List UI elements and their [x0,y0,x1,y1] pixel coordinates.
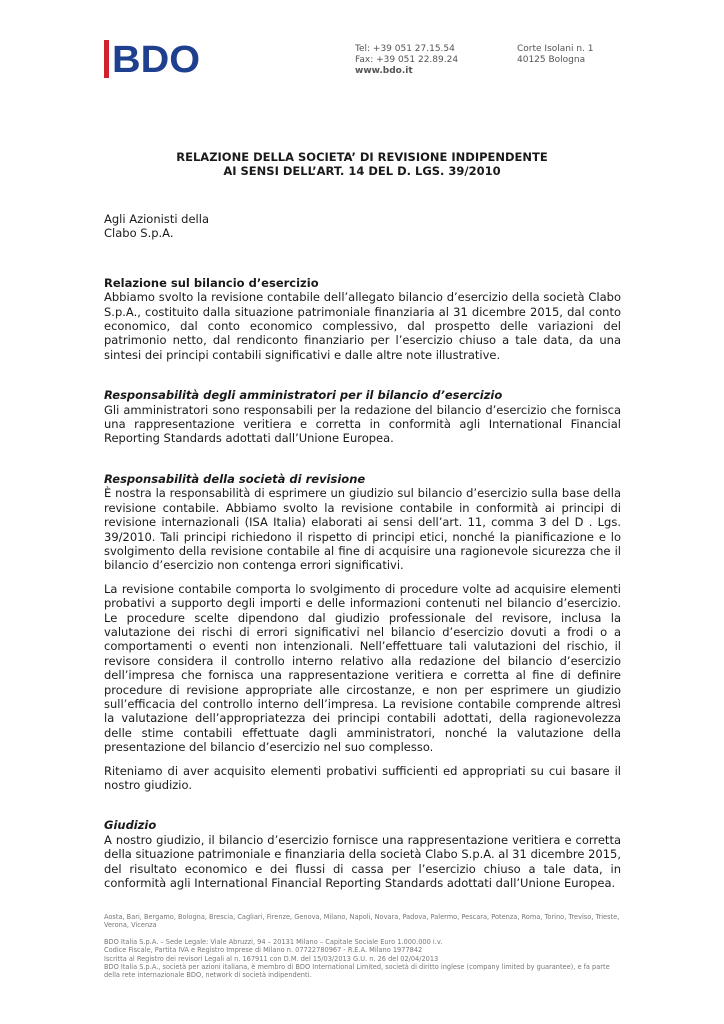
address-city: 40125 Bologna [517,55,586,65]
phone-number: Tel: +39 051 27.15.54 [355,44,455,54]
title-line-1: RELAZIONE DELLA SOCIETA’ DI REVISIONE INDIPENDENTE [176,150,548,164]
website-link[interactable]: www.bdo.it [355,66,413,76]
paragraph-directors-responsibility: Gli amministratori sono responsabili per la redazione del bilancio d’esercizio che fornisca una rappresentazione veritiera e corretta in conformità agli International Financial Reporting Standards adottati dall’Unione Europea. [104,402,621,446]
svg-text:BDO: BDO [112,39,200,80]
paragraph-auditor-responsibility-2: La revisione contabile comporta lo svolgimento di procedure volte ad acquisire elementi probativi a supporto degli importi e delle informazioni contenuti nel bilancio d’esercizio. Le procedure scelte dipendono dal giudizio professionale del revisore, inclusa la valutazione dei rischi di errori significativi nel bilancio d’esercizio dovuti a frodi o a comportamenti o eventi non intenzionali. Nell’effettuare tali valutazioni del rischio, il revisore considera il controllo interno relativo alla redazione del bilancio d’esercizio dell’impresa che fornisca una rappresentazione veritiera e corretta al fine di definire procedure di revisione appropriate alle circostanze, e non per esprimere un giudizio sull’efficacia del controllo interno dell’impresa. La revisione contabile comprende altresì la valutazione dell’appropriatezza dei principi contabili adottati, della ragionevolezza delle stime contabili effettuate dagli amministratori, nonché la valutazione della presentazione del bilancio d’esercizio nel suo complesso. [104,581,621,755]
footer-office-cities: Aosta, Bari, Bergamo, Bologna, Brescia, Cagliari, Firenze, Genova, Milano, Napoli, Novara, Padova, Palermo, Pescara, Potenza, Roma, Torino, Treviso, Trieste, Verona, Vicenza [104,913,620,930]
contact-phone-block [355,44,458,77]
section-heading-directors-responsibility: Responsabilità degli amministratori per il bilancio d’esercizio [104,388,503,403]
addressee-line-1: Agli Azionisti della [104,212,209,226]
document-body [104,212,621,890]
address-street: Corte Isolani n. 1 [517,44,594,54]
title-line-2: AI SENSI DELL’ART. 14 DEL D. LGS. 39/2010 [223,164,501,178]
footer-legal-line-2: Codice Fiscale, Partita IVA e Registro Imprese di Milano n. 07722780967 - R.E.A. Milano 1977842 [104,946,423,955]
footer-legal-line-3: Iscritta al Registro dei revisori Legali al n. 167911 con D.M. del 15/03/2013 G.U. n. 26 del 02/04/2013 [104,954,439,963]
paragraph-auditor-responsibility-3: Riteniamo di aver acquisito elementi probativi sufficienti ed appropriati su cui basare il nostro giudizio. [104,763,621,792]
footer-legal-line-4: BDO Italia S.p.A., società per azioni italiana, è membro di BDO International Limited, società di diritto inglese (company limited by guarantee), e fa parte della rete internazionale BDO, network di società indipendenti. [104,963,610,980]
fax-number: Fax: +39 051 22.89.24 [355,55,459,65]
section-heading-auditor-responsibility: Responsabilità della società di revisione [104,471,366,486]
addressee [104,212,621,241]
paragraph-opinion: A nostro giudizio, il bilancio d’esercizio fornisce una rappresentazione veritiera e corretta della situazione patrimoniale e finanziaria della società Clabo S.p.A. al 31 dicembre 2015, del risultato economico e dei flussi di cassa per l’esercizio chiuso a tale data, in conformità agli International Financial Reporting Standards adottati dall’Unione Europea. [104,832,621,891]
paragraph-audit-scope: Abbiamo svolto la revisione contabile dell’allegato bilancio d’esercizio della società Clabo S.p.A., costituito dalla situazione patrimoniale finanziaria al 31 dicembre 2015, dal conto economico, dal conto economico complessivo, dal prospetto delle variazioni del patrimonio netto, dal rendiconto finanziario per l’esercizio chiuso a tale data, da una sintesi dei principi contabili significativi e dalle altre note illustrative. [104,290,621,362]
document-title [104,150,620,178]
section-heading-opinion: Giudizio [104,818,157,833]
bdo-logo [104,38,202,80]
section-heading-financial-statements: Relazione sul bilancio d’esercizio [104,275,319,290]
page-footer [104,913,622,980]
contact-address-block [517,44,594,66]
footer-legal-line-1: BDO Italia S.p.A. – Sede Legale: Viale Abruzzi, 94 – 20131 Milano – Capitale Sociale Euro 1.000.000 i.v. [104,937,443,946]
paragraph-auditor-responsibility-1: È nostra la responsabilità di esprimere un giudizio sul bilancio d’esercizio sulla base della revisione contabile. Abbiamo svolto la revisione contabile in conformità ai principi di revisione internazionali (ISA Italia) elaborati ai sensi dell’art. 11, comma 3 del D . Lgs. 39/2010. Tali principi richiedono il rispetto di principi etici, nonché la pianificazione e lo svolgimento della revisione contabile al fine di acquisire una ragionevole sicurezza che il bilancio d’esercizio non contenga errori significativi. [104,486,621,573]
addressee-line-2: Clabo S.p.A. [104,226,174,241]
